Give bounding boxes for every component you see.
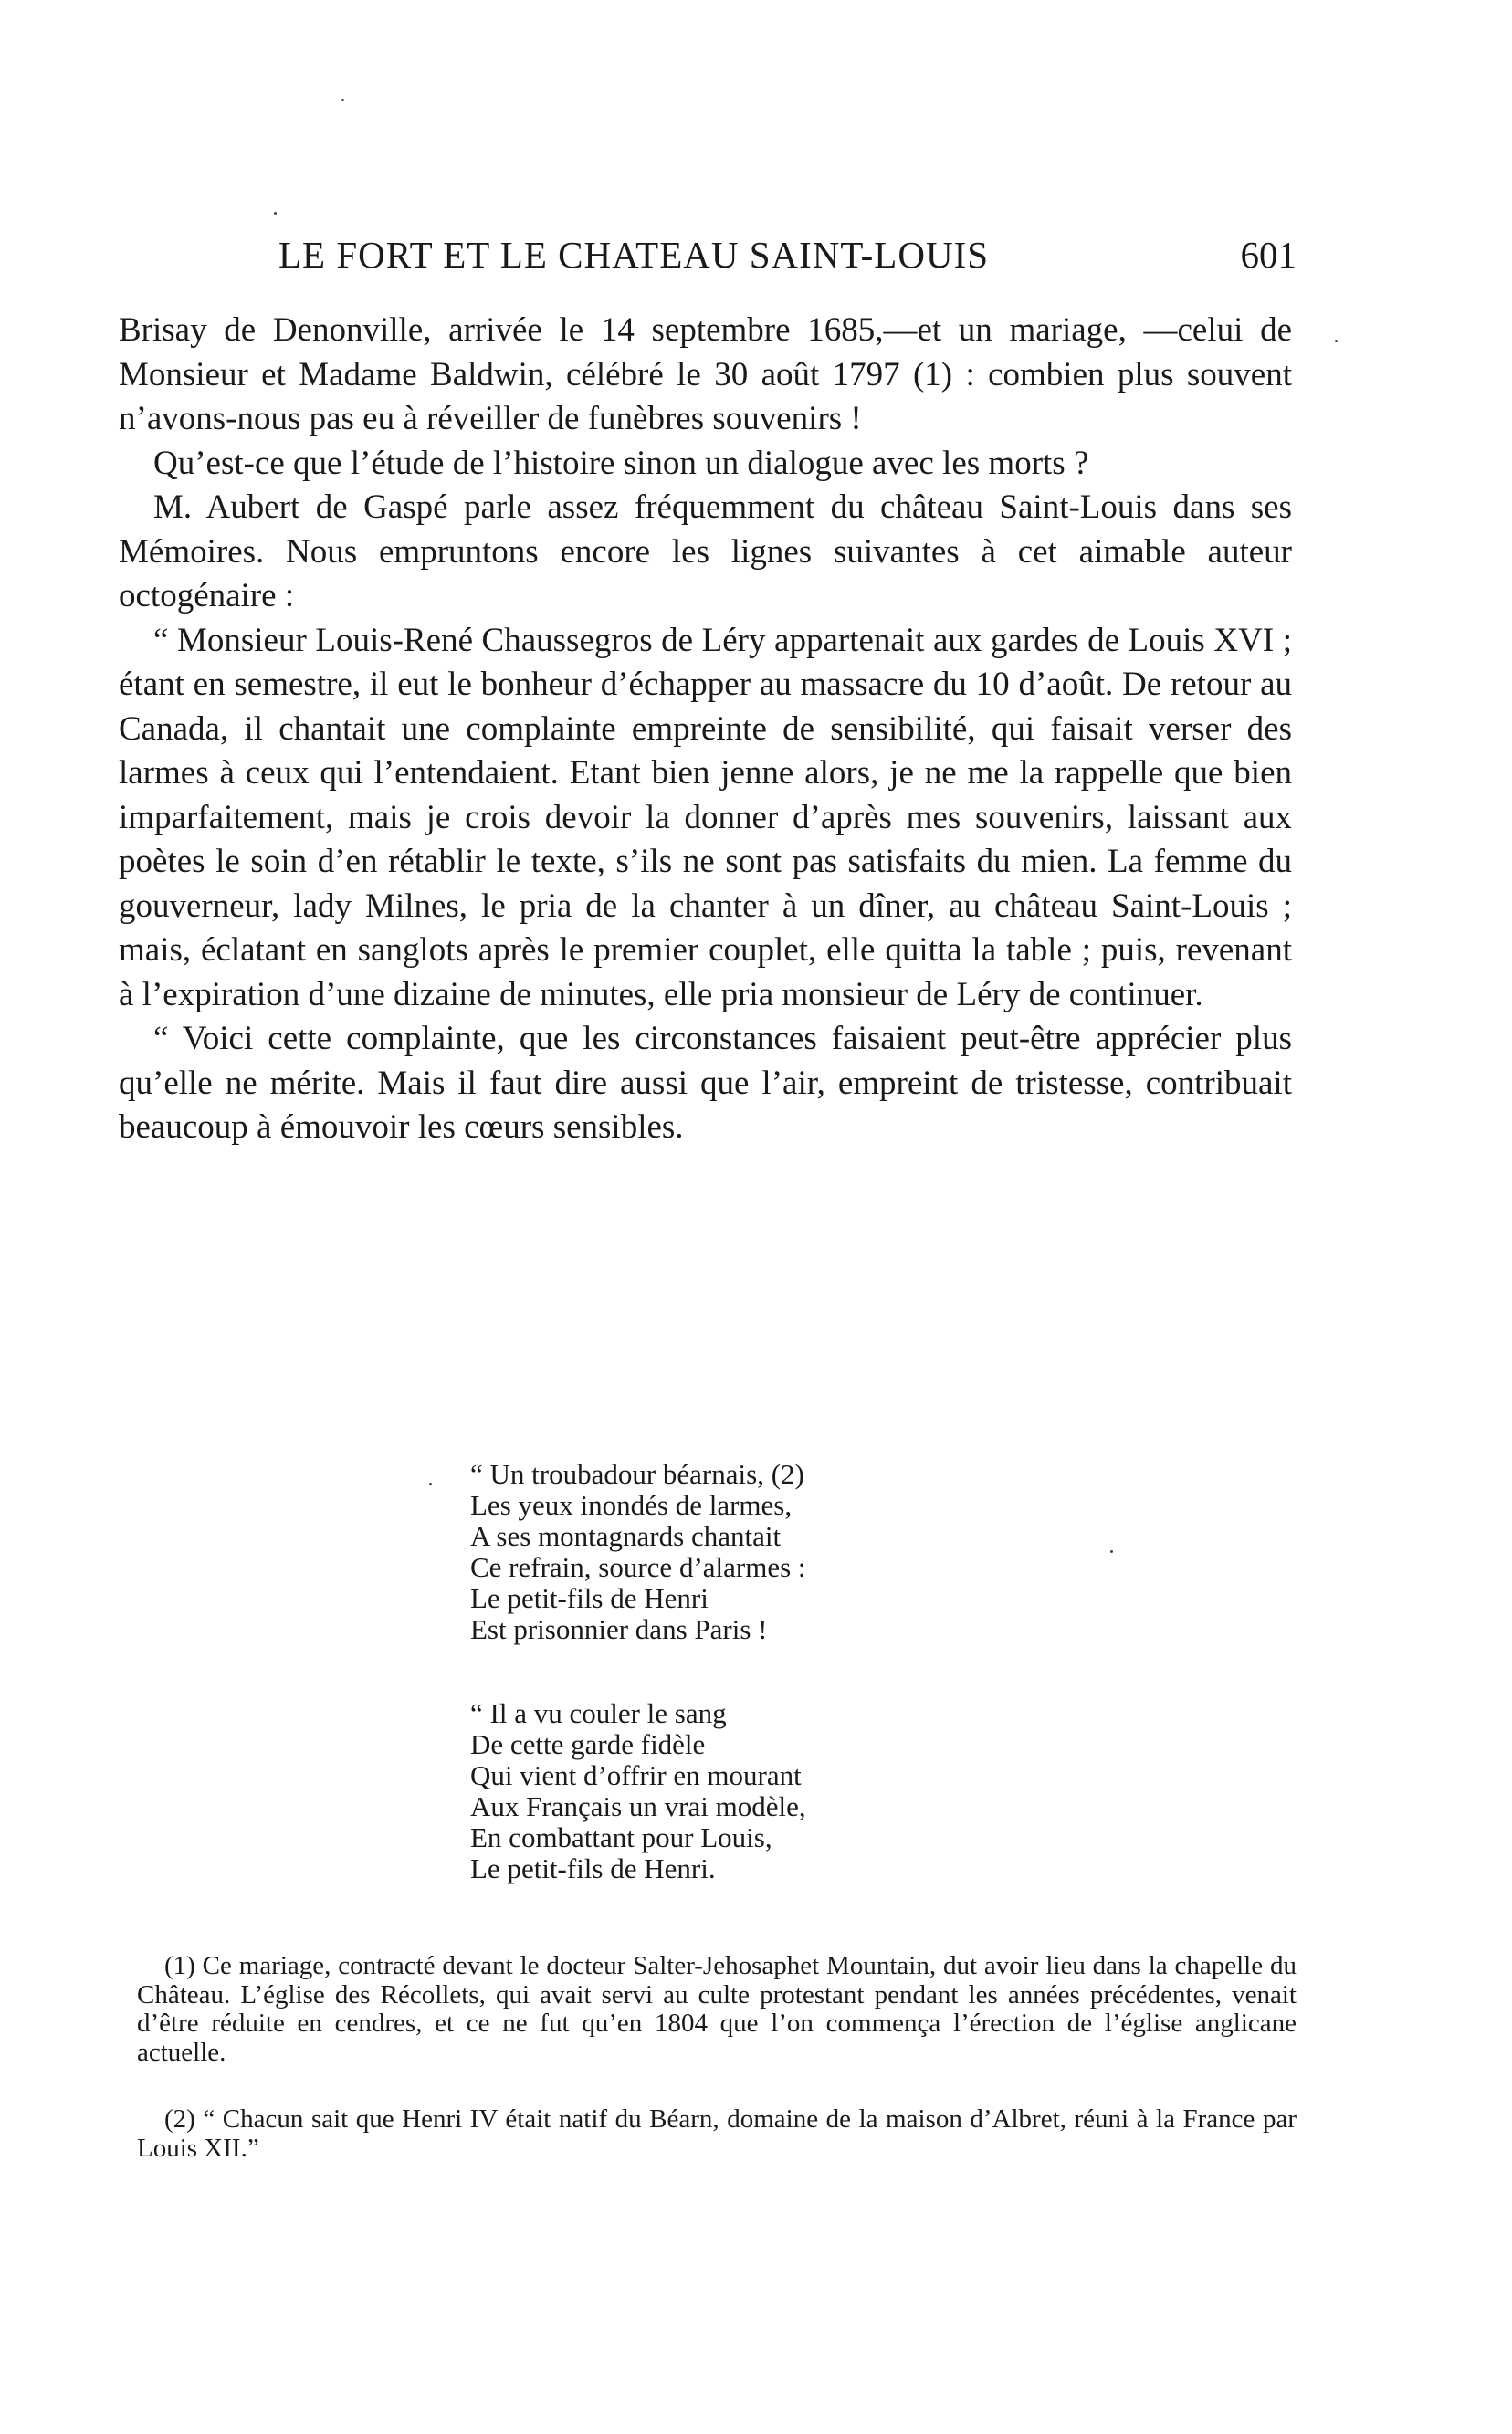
verse-line: “ Il a vu couler le sang (470, 1697, 727, 1729)
footnote: (1) Ce mariage, contracté devant le docteur Salter-Jehosaphet Mountain, dut avoir lieu dans la chapelle du Château. L’église des Récollets, qui avait servi au culte protestant pendant les années précédentes, venait d’être réduite en cendres, et ce ne fut qu’en 1804 que l’on commença l’érection de l’église anglicane actuelle. (137, 1951, 1297, 2067)
page-number: 601 (1240, 234, 1297, 276)
paragraph: Qu’est-ce que l’étude de l’histoire sinon un dialogue avec les morts ? (153, 444, 1089, 482)
verse-line: Est prisonnier dans Paris ! (470, 1613, 768, 1645)
verse-line: Qui vient d’offrir en mourant (470, 1759, 802, 1791)
paragraph: “ Monsieur Louis-René Chaussegros de Léry appartenait aux gardes de Louis XVI ; étant en semestre, il eut le bonheur d’échapper au massacre du 10 d’août. De retour au Canada, il chantait une complainte empreinte de sensibilité, qui faisait verser des larmes à ceux qui l’entendaient. Etant bien jenne alors, je ne me la rappelle que bien imparfaitement, mais je crois devoir la donner d’après mes souvenirs, laissant aux poètes le soin d’en rétablir le texte, s’ils ne sont pas satisfaits du mien. La femme du gouverneur, lady Milnes, le pria de la chanter à un dîner, au château Saint-Louis ; mais, éclatant en sanglots après le premier couplet, elle quitta la table ; puis, revenant à l’expiration d’une dizaine de minutes, elle pria monsieur de Léry de continuer. (119, 621, 1292, 1013)
verse-stanza (470, 1698, 982, 1884)
verse-line: Le petit-fils de Henri. (470, 1852, 716, 1884)
paragraph: Brisay de Denonville, arrivée le 14 septembre 1685,—et un mariage, —celui de Monsieur et Madame Baldwin, célébré le 30 août 1797 (1) : combien plus souvent n’avons-nous pas eu à réveiller de funèbres souvenirs ! (119, 311, 1292, 437)
running-title: LE FORT ET LE CHATEAU SAINT-LOUIS (278, 234, 990, 276)
scan-speck (429, 1483, 432, 1485)
verse-line: En combattant pour Louis, (470, 1821, 772, 1853)
verse-line: “ Un troubadour béarnais, (2) (470, 1458, 804, 1490)
running-head (119, 233, 1297, 288)
main-text (119, 309, 1292, 1150)
verse-line: Le petit-fils de Henri (470, 1582, 709, 1614)
scan-speck (274, 212, 277, 215)
scan-speck (341, 99, 344, 101)
scan-speck (1110, 1550, 1113, 1553)
verse-line: Aux Français un vrai modèle, (470, 1790, 806, 1822)
footnote: (2) “ Chacun sait que Henri IV était natif du Béarn, domaine de la maison d’Albret, réuni à la France par Louis XII.” (137, 2104, 1297, 2163)
footnotes (137, 1952, 1297, 2163)
paragraph: “ Voici cette complainte, que les circonstances faisaient peut-être apprécier plus qu’elle ne mérite. Mais il faut dire aussi que l’air, empreint de tristesse, contribuait beaucoup à émouvoir les cœurs sensibles. (119, 1020, 1292, 1146)
scan-speck (1335, 340, 1338, 342)
verse-stanza (470, 1459, 982, 1645)
verse-line: Les yeux inondés de larmes, (470, 1489, 793, 1521)
paragraph: M. Aubert de Gaspé parle assez fréquemment du château Saint-Louis dans ses Mémoires. Nous empruntons encore les lignes suivantes à cet aimable auteur octogénaire : (119, 488, 1292, 614)
verse-line: Ce refrain, source d’alarmes : (470, 1551, 806, 1583)
verse-line: De cette garde fidèle (470, 1728, 706, 1760)
verse-line: A ses montagnards chantait (470, 1520, 782, 1552)
